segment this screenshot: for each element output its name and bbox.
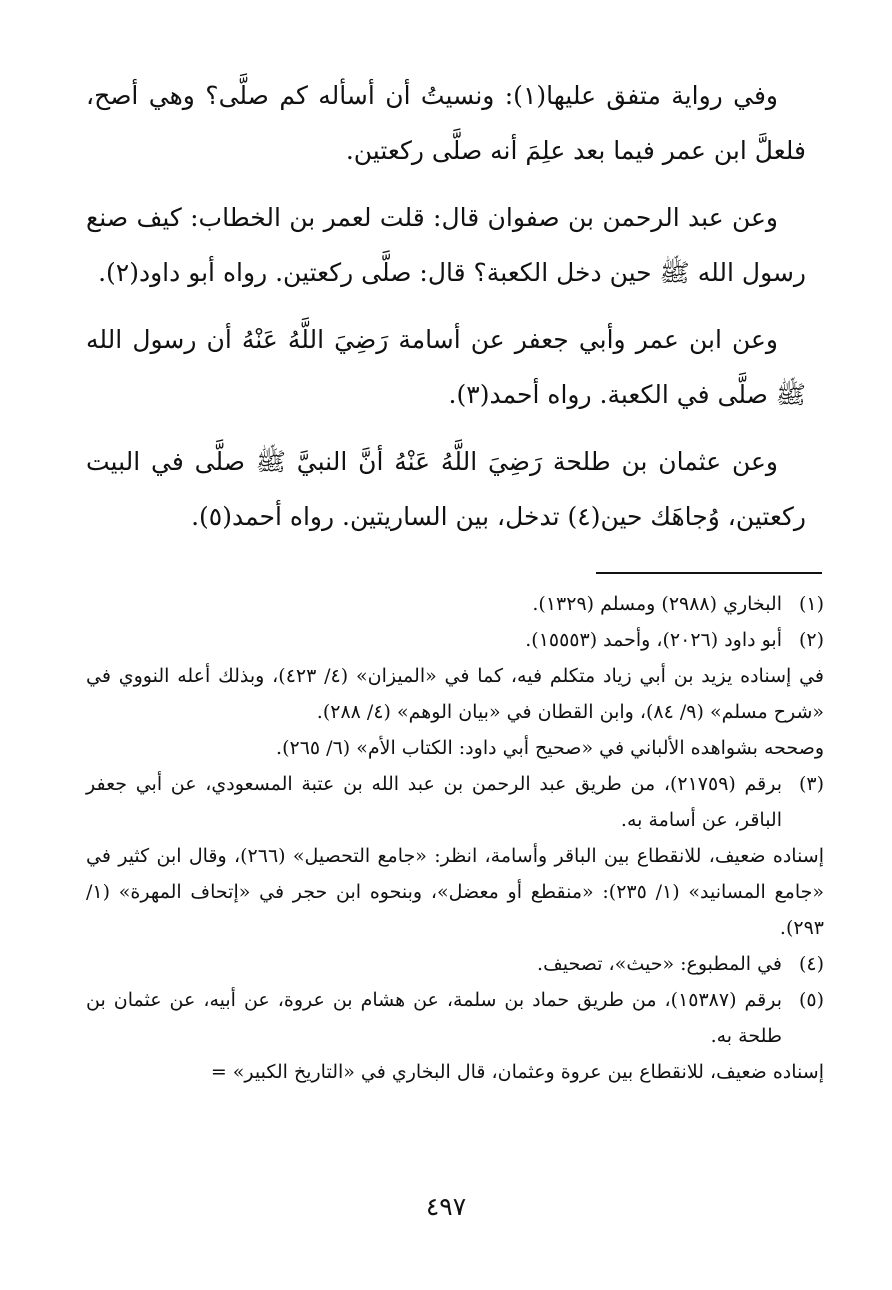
paragraph-4: وعن عثمان بن طلحة رَضِيَ اللَّهُ عَنْهُ أنَّ النبيَّ ﷺ صلَّى في البيت ركعتين، وُجاهَك حين(٤) تدخل، بين الساريتين. رواه أحمد(٥). [86,447,806,531]
footnote-separator [596,572,822,574]
footnote-number: (٤) [798,953,824,975]
footnote-number: (٢) [798,629,824,651]
footnote-number: (١) [798,593,824,615]
footnote-number: (٥) [798,989,824,1011]
footnote-text: البخاري (٢٩٨٨) ومسلم (١٣٢٩). [532,593,782,615]
footnote-text: برقم (٢١٧٥٩)، من طريق عبد الرحمن بن عبد الله بن عتبة المسعودي، عن أبي جعفر الباقر، عن أسامة به. [86,773,783,831]
page-number: ٤٩٧ [425,1192,467,1221]
footnote-1 [86,586,824,622]
footnote-5 [86,982,824,1054]
paragraph-3: وعن ابن عمر وأبي جعفر عن أسامة رَضِيَ اللَّهُ عَنْهُ أن رسول الله ﷺ صلَّى في الكعبة. رواه أحمد(٣). [86,325,806,409]
footnote-2-comment: وصححه بشواهده الألباني في «صحيح أبي داود: الكتاب الأم» (٦/ ٢٦٥). [276,737,824,759]
footnote-2-comment: في إسناده يزيد بن أبي زياد متكلم فيه، كما في «الميزان» (٤/ ٤٢٣)، وبذلك أعله النووي في «شرح مسلم» (٩/ ٨٤)، وابن القطان في «بيان الوهم» (٤/ ٢٨٨). [86,665,824,723]
footnote-3-comment: إسناده ضعيف، للانقطاع بين الباقر وأسامة، انظر: «جامع التحصيل» (٢٦٦)، وقال ابن كثير في «جامع المسانيد» (١/ ٢٣٥): «منقطع أو معضل»، وبنحوه ابن حجر في «إتحاف المهرة» (١/ ٢٩٣). [86,845,825,939]
footnote-number: (٣) [798,773,824,795]
footnote-4 [86,946,824,982]
main-text [86,68,806,556]
footnote-3 [86,766,824,838]
footnote-5-comment: إسناده ضعيف، للانقطاع بين عروة وعثمان، قال البخاري في «التاريخ الكبير» = [210,1061,824,1083]
paragraph-2: وعن عبد الرحمن بن صفوان قال: قلت لعمر بن الخطاب: كيف صنع رسول الله ﷺ حين دخل الكعبة؟ قال: صلَّى ركعتين. رواه أبو داود(٢). [86,203,806,287]
paragraph-1: وفي رواية متفق عليها(١): ونسيتُ أن أسأله كم صلَّى؟ وهي أصح، فلعلَّ ابن عمر فيما بعد علِمَ أنه صلَّى ركعتين. [86,81,806,165]
footnote-text: برقم (١٥٣٨٧)، من طريق حماد بن سلمة، عن هشام بن عروة، عن أبيه، عن عثمان بن طلحة به. [86,989,783,1047]
footnote-text: في المطبوع: «حيث»، تصحيف. [537,953,782,975]
footnotes [86,586,824,1090]
footnote-text: أبو داود (٢٠٢٦)، وأحمد (١٥٥٥٣). [525,629,782,651]
footnote-2 [86,622,824,658]
